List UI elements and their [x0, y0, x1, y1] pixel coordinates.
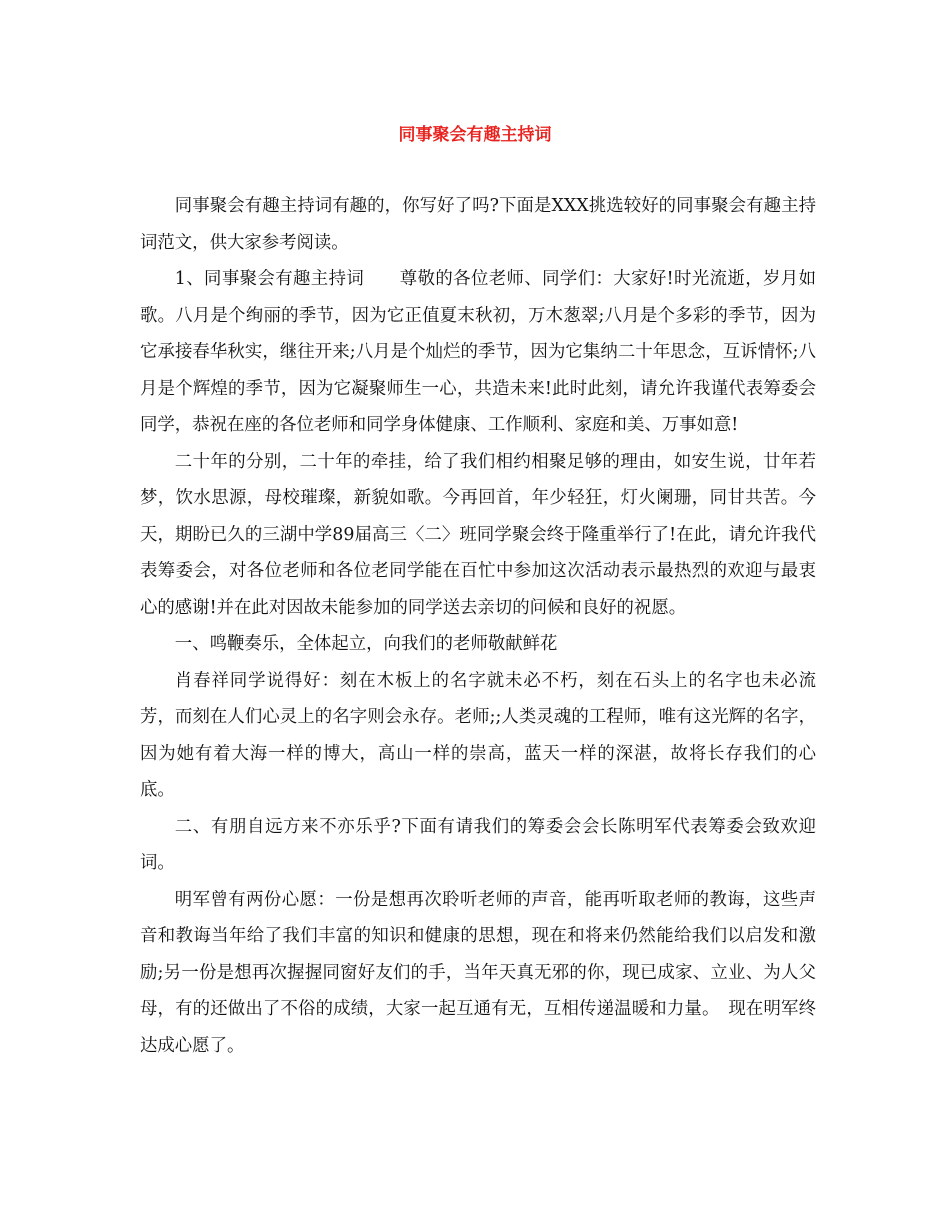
paragraph-section-two: 二、有朋自远方来不亦乐乎?下面有请我们的筹委会会长陈明军代表筹委会致欢迎词。 [140, 816, 816, 873]
paragraph-greeting: 1、同事聚会有趣主持词 尊敬的各位老师、同学们：大家好!时光流逝，岁月如歌。八月是个绚丽的季节，因为它正值夏末秋初，万木葱翠;八月是个多彩的季节，因为它承接春华秋实，继往开来;八月是个灿烂的季节，因为它集纳二十年思念，互诉情怀;八月是个辉煌的季节，因为它凝聚师生一心，共造未来!此时此刻，请允许我谨代表筹委会同学，恭祝在座的各位老师和同学身体健康、工作顺利、家庭和美、万事如意! [140, 269, 816, 435]
paragraph-wishes: 明军曾有两份心愿：一份是想再次聆听老师的声音，能再听取老师的教诲，这些声音和教诲当年给了我们丰富的知识和健康的思想，现在和将来仍然能给我们以启发和激励;另一份是想再次握握同窗好友们的手，当年天真无邪的你，现已成家、立业、为人父母，有的还做出了不俗的成绩，大家一起互通有无，互相传递温暖和力量。 现在明军终达成心愿了。 [140, 889, 816, 1056]
document-title: 同事聚会有趣主持词 [398, 125, 552, 145]
paragraph-teachers: 肖春祥同学说得好：刻在木板上的名字就未必不朽，刻在石头上的名字也未必流芳，而刻在人们心灵上的名字则会永存。老师;;人类灵魂的工程师，唯有这光辉的名字，因为她有着大海一样的博大，高山一样的崇高，蓝天一样的深湛，故将长存我们的心底。 [140, 670, 816, 800]
paragraph-reunion: 二十年的分别，二十年的牵挂，给了我们相约相聚足够的理由，如安生说，廿年若梦，饮水思源，母校璀璨，新貌如歌。今再回首，年少轻狂，灯火阑珊，同甘共苦。今天，期盼已久的三湖中学89届高三〈二〉班同学聚会终于隆重举行了!在此，请允许我代表筹委会，对各位老师和各位老同学能在百忙中参加这次活动表示最热烈的欢迎与最衷心的感谢!并在此对因故未能参加的同学送去亲切的问候和良好的祝愿。 [140, 451, 816, 618]
paragraph-section-one: 一、鸣鞭奏乐，全体起立，向我们的老师敬献鲜花 [174, 634, 558, 654]
document-body [140, 188, 816, 1064]
paragraph-intro: 同事聚会有趣主持词有趣的，你写好了吗?下面是XXX挑选较好的同事聚会有趣主持词范文，供大家参考阅读。 [140, 196, 816, 253]
